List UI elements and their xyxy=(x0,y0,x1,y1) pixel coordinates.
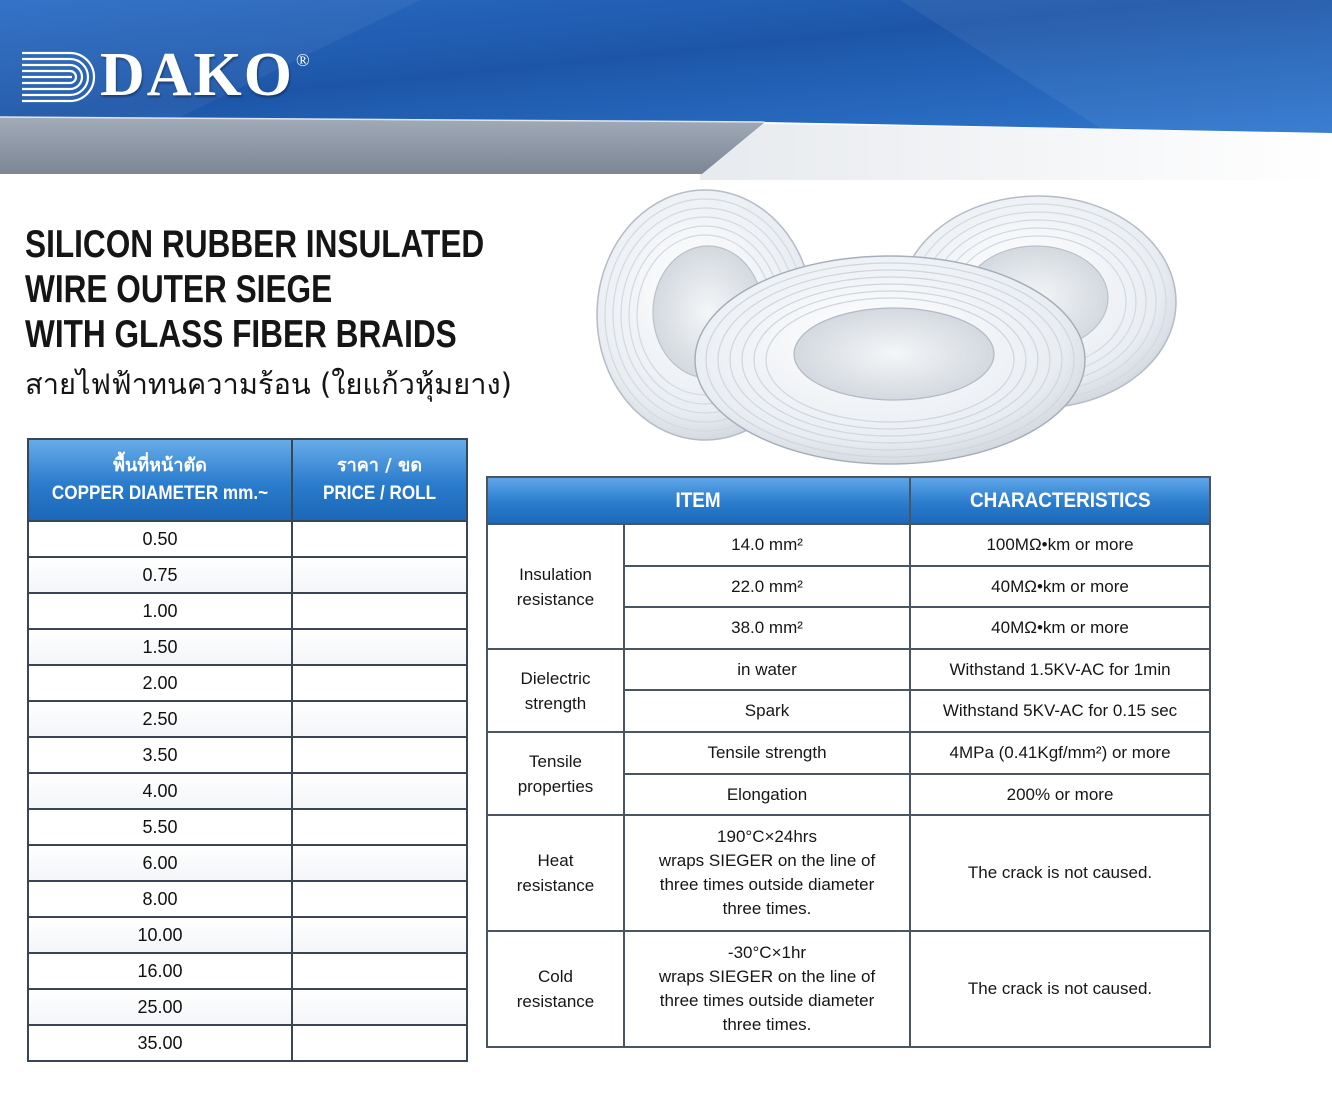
item-line: three times outside diameter xyxy=(659,991,875,1010)
price-roll-header xyxy=(292,439,467,521)
price-cell xyxy=(292,701,467,737)
category-cold-resistance: Cold resistance xyxy=(487,931,624,1047)
price-cell xyxy=(292,521,467,557)
value-cell: 40MΩ•km or more xyxy=(910,607,1210,649)
price-cell xyxy=(292,629,467,665)
item-cell xyxy=(624,815,910,931)
table-row xyxy=(28,809,467,845)
table-row xyxy=(487,732,1210,774)
diameter-cell: 0.50 xyxy=(28,521,292,557)
item-line: three times outside diameter xyxy=(659,875,875,894)
category-dielectric-strength: Dielectric strength xyxy=(487,649,624,732)
item-line: wraps SIEGER on the line of xyxy=(658,967,876,986)
table-row xyxy=(28,557,467,593)
diameter-cell: 25.00 xyxy=(28,989,292,1025)
characteristics-header-label: CHARACTERISTICS xyxy=(969,488,1151,512)
value-cell: Withstand 1.5KV-AC for 1min xyxy=(910,649,1210,690)
table-row xyxy=(28,737,467,773)
table-row xyxy=(28,953,467,989)
table-row xyxy=(487,524,1210,566)
table-row xyxy=(487,931,1210,1047)
price-roll-header-thai: ราคา / ขด xyxy=(336,455,423,476)
price-cell xyxy=(292,1025,467,1061)
copper-diameter-header-thai: พื้นที่หน้าตัด xyxy=(113,455,207,476)
table-row xyxy=(28,629,467,665)
table-row xyxy=(28,1025,467,1061)
diameter-cell: 1.00 xyxy=(28,593,292,629)
item-header-label: ITEM xyxy=(675,488,722,512)
item-line: 190°C×24hrs xyxy=(717,827,817,846)
diameter-cell: 16.00 xyxy=(28,953,292,989)
dako-logo-icon xyxy=(20,50,100,104)
item-cell: 38.0 mm² xyxy=(624,607,910,649)
spec-table xyxy=(486,476,1211,1048)
product-title xyxy=(25,222,592,357)
item-cell: Tensile strength xyxy=(624,732,910,774)
diameter-cell: 2.00 xyxy=(28,665,292,701)
title-line-3: WITH GLASS FIBER BRAIDS xyxy=(25,313,457,356)
diameter-cell: 6.00 xyxy=(28,845,292,881)
price-cell xyxy=(292,773,467,809)
value-cell: 40MΩ•km or more xyxy=(910,566,1210,607)
price-cell xyxy=(292,989,467,1025)
price-cell xyxy=(292,917,467,953)
diameter-cell: 8.00 xyxy=(28,881,292,917)
coil-front xyxy=(695,256,1085,464)
diameter-cell: 2.50 xyxy=(28,701,292,737)
wire-coils-image xyxy=(590,180,1210,470)
title-line-2: WIRE OUTER SIEGE xyxy=(25,268,333,311)
price-cell xyxy=(292,737,467,773)
product-title-thai: สายไฟฟ้าทนความร้อน (ใยแก้วหุ้มยาง) xyxy=(25,367,512,401)
diameter-cell: 3.50 xyxy=(28,737,292,773)
table-row xyxy=(28,521,467,557)
price-cell xyxy=(292,809,467,845)
price-table xyxy=(27,438,468,1062)
table-row xyxy=(28,881,467,917)
table-row xyxy=(28,917,467,953)
diameter-cell: 1.50 xyxy=(28,629,292,665)
category-heat-resistance: Heat resistance xyxy=(487,815,624,931)
category-tensile-properties: Tensile properties xyxy=(487,732,624,815)
item-line: wraps SIEGER on the line of xyxy=(658,851,876,870)
diameter-cell: 35.00 xyxy=(28,1025,292,1061)
table-row xyxy=(28,665,467,701)
table-row xyxy=(487,815,1210,931)
value-cell: 100MΩ•km or more xyxy=(910,524,1210,566)
diameter-cell: 4.00 xyxy=(28,773,292,809)
value-cell: The crack is not caused. xyxy=(910,931,1210,1047)
table-row xyxy=(28,989,467,1025)
value-cell: The crack is not caused. xyxy=(910,815,1210,931)
item-cell xyxy=(624,931,910,1047)
copper-diameter-header-en: COPPER DIAMETER mm.~ xyxy=(51,483,269,504)
item-cell: in water xyxy=(624,649,910,690)
item-line: three times. xyxy=(722,899,812,918)
price-cell xyxy=(292,593,467,629)
spec-table-header xyxy=(487,477,1210,524)
table-row xyxy=(487,649,1210,690)
characteristics-header xyxy=(910,477,1210,524)
price-cell xyxy=(292,881,467,917)
item-header xyxy=(487,477,910,524)
item-cell: Elongation xyxy=(624,774,910,815)
item-line: -30°C×1hr xyxy=(727,943,807,962)
copper-diameter-header xyxy=(28,439,292,521)
item-cell: Spark xyxy=(624,690,910,732)
price-cell xyxy=(292,953,467,989)
table-row xyxy=(28,701,467,737)
value-cell: 4MPa (0.41Kgf/mm²) or more xyxy=(910,732,1210,774)
registered-mark: ® xyxy=(296,50,310,70)
diameter-cell: 10.00 xyxy=(28,917,292,953)
brand-name: DAKO xyxy=(100,41,294,109)
price-cell xyxy=(292,845,467,881)
price-roll-header-en: PRICE / ROLL xyxy=(322,483,437,504)
price-table-header xyxy=(28,439,467,521)
item-cell: 22.0 mm² xyxy=(624,566,910,607)
category-insulation-resistance: Insulation resistance xyxy=(487,524,624,649)
title-line-1: SILICON RUBBER INSULATED xyxy=(25,223,485,266)
price-cell xyxy=(292,665,467,701)
table-row xyxy=(28,773,467,809)
table-row xyxy=(28,593,467,629)
item-cell: 14.0 mm² xyxy=(624,524,910,566)
value-cell: 200% or more xyxy=(910,774,1210,815)
value-cell: Withstand 5KV-AC for 0.15 sec xyxy=(910,690,1210,732)
price-cell xyxy=(292,557,467,593)
table-row xyxy=(28,845,467,881)
diameter-cell: 0.75 xyxy=(28,557,292,593)
item-line: three times. xyxy=(722,1015,812,1034)
diameter-cell: 5.50 xyxy=(28,809,292,845)
